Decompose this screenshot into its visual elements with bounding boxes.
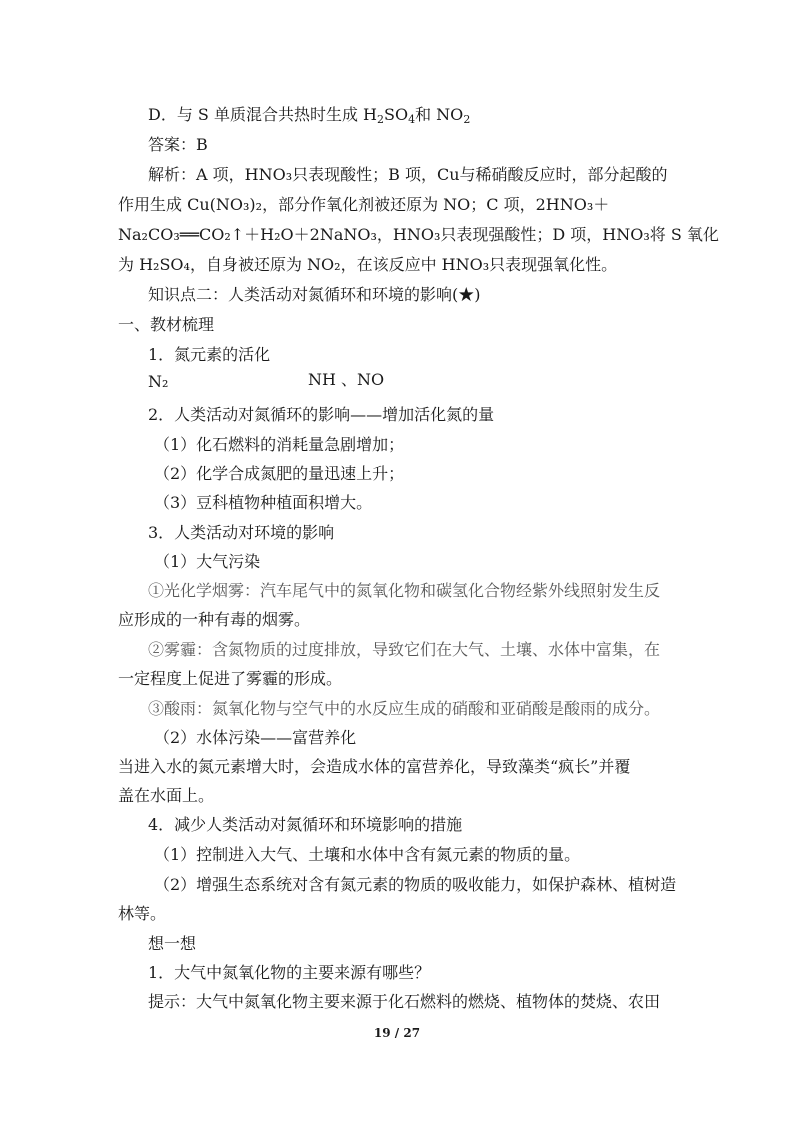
item-2-heading: 2．人类活动对氮循环的影响——增加活化氮的量 [148,405,495,424]
measure-2-line-2: 林等。 [118,904,167,923]
point-3: （3）豆科植物种植面积增大。 [154,493,373,512]
smog-line-1: ①光化学烟雾：汽车尾气中的氮氧化物和碳氢化合物经紫外线照射发生反 [148,581,661,600]
point-2: （2）化学合成氮肥的量迅速上升； [154,464,405,483]
haze-line-2: 一定程度上促进了雾霾的形成。 [118,669,343,688]
think-heading: 想一想 [148,934,197,953]
water-pollution-heading: （2）水体污染——富营养化 [154,728,357,747]
analysis-line-2: 作用生成 Cu(NO₃)₂，部分作氧化剂被还原为 NO；C 项，2HNO₃＋ [118,195,610,214]
hint-line: 提示：大气中氮氧化物主要来源于化石燃料的燃烧、植物体的焚烧、农田 [148,992,661,1011]
nh-no-label: NH 、NO [308,370,385,389]
measure-1: （1）控制进入大气、土壤和水体中含有氮元素的物质的量。 [154,845,581,864]
question-1: 1．大气中氮氧化物的主要来源有哪些？ [148,963,431,982]
item-1-heading: 1．氮元素的活化 [148,345,271,364]
point-1: （1）化石燃料的消耗量急剧增加； [154,435,405,454]
item-4-heading: 4．减少人类活动对氮循环和环境影响的措施 [148,815,463,834]
smog-line-2: 应形成的一种有毒的烟雾。 [118,610,311,629]
measure-2-line-1: （2）增强生态系统对含有氮元素的物质的吸收能力，如保护森林、植树造 [154,875,677,894]
item-3-heading: 3．人类活动对环境的影响 [148,523,335,542]
option-d-line: D．与 S 单质混合共热时生成 $H_2SO_4$和 $NO_2$ [148,105,471,126]
knowledge-point-heading: 知识点二：人类活动对氮循环和环境的影响(★) [148,285,481,304]
air-pollution-heading: （1）大气污染 [154,552,261,571]
analysis-line-4: 为 H₂SO₄，自身被还原为 NO₂，在该反应中 HNO₃只表现强氧化性。 [118,255,618,274]
water-line-2: 盖在水面上。 [118,786,215,805]
water-line-1: 当进入水的氮元素增大时，会造成水体的富营养化，导致藻类“疯长”并覆 [118,757,631,776]
acid-rain-line: ③酸雨：氮氧化物与空气中的水反应生成的硝酸和亚硝酸是酸雨的成分。 [148,699,661,718]
analysis-line-1: 解析：A 项，HNO₃只表现酸性；B 项，Cu与稀硝酸反应时，部分起酸的 [148,165,668,184]
n2-label: N₂ [148,372,169,391]
haze-line-1: ②雾霾：含氮物质的过度排放，导致它们在大气、土壤、水体中富集，在 [148,640,661,659]
answer-line: 答案：B [148,135,208,154]
page-number: 19 / 27 [373,1026,421,1040]
analysis-line-3: Na₂CO₃══CO₂↑＋H₂O＋2NaNO₃，HNO₃只表现强酸性；D 项，HNO₃将 S 氧化 [118,225,719,244]
section-heading: 一、教材梳理 [118,315,215,334]
